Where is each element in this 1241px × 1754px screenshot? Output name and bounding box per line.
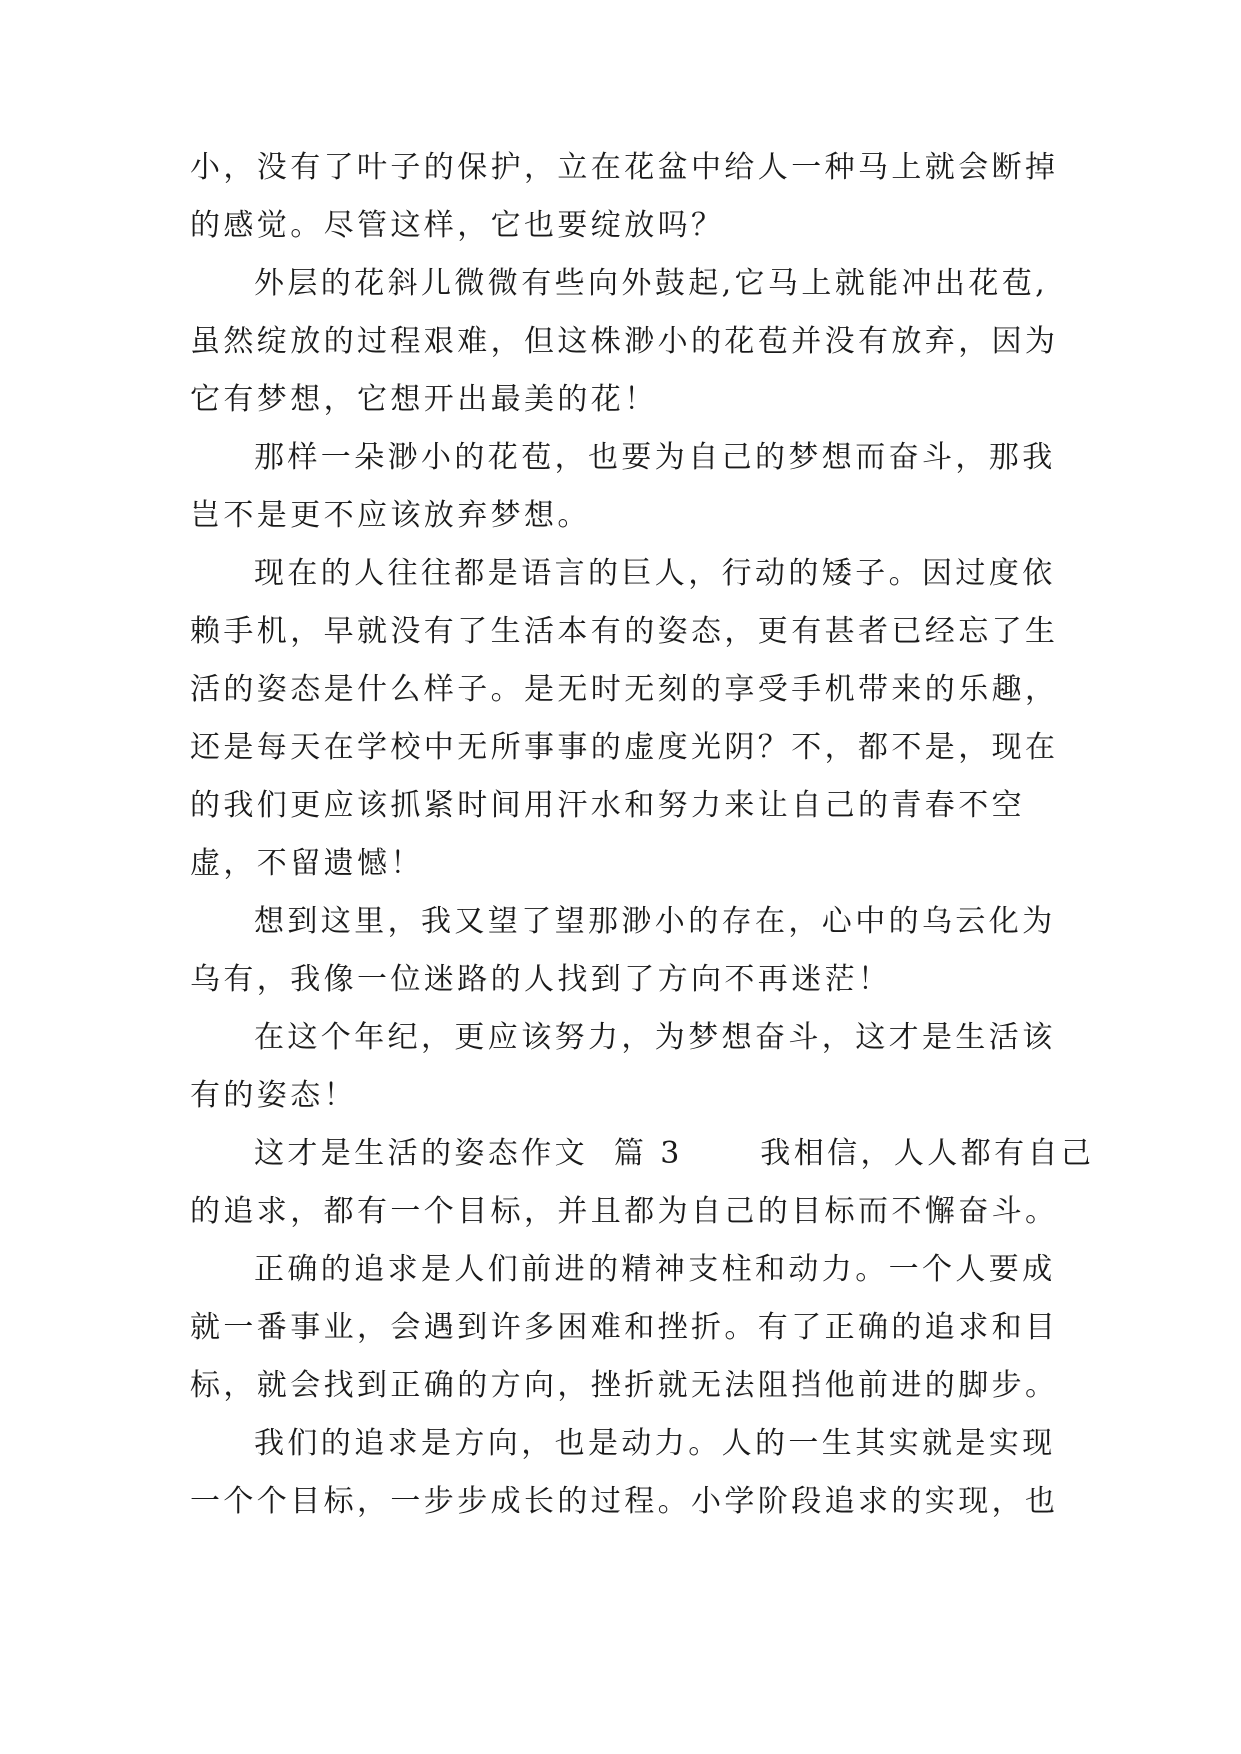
text-line: 标，就会找到正确的方向，挫折就无法阻挡他前进的脚步。 [190,1368,1059,1403]
text-line: 那样一朵渺小的花苞，也要为自己的梦想而奋斗，那我 [254,440,1056,475]
text-line: 它有梦想，它想开出最美的花！ [190,382,658,417]
text-line: 有的姿态！ [190,1078,357,1113]
text-line: 的感觉。尽管这样，它也要绽放吗？ [190,208,725,243]
text-line: 在这个年纪，更应该努力，为梦想奋斗，这才是生活该 [254,1020,1056,1055]
text-line: 一个个目标，一步步成长的过程。小学阶段追求的实现，也 [190,1484,1059,1519]
text-line: 乌有，我像一位迷路的人找到了方向不再迷茫！ [190,962,892,997]
text-line: 正确的追求是人们前进的精神支柱和动力。一个人要成 [254,1252,1056,1287]
text-line: 的我们更应该抓紧时间用汗水和努力来让自己的青春不空 [190,788,1025,823]
text-line: 想到这里，我又望了望那渺小的存在，心中的乌云化为 [254,904,1056,939]
text-line: 我们的追求是方向，也是动力。人的一生其实就是实现 [254,1426,1056,1461]
text-line: 岂不是更不应该放弃梦想。 [190,498,591,533]
text-line: 还是每天在学校中无所事事的虚度光阴？不，都不是，现在 [190,730,1059,765]
text-line: 虽然绽放的过程艰难，但这株渺小的花苞并没有放弃，因为 [190,324,1059,359]
text-line: 小，没有了叶子的保护，立在花盆中给人一种马上就会断掉 [190,150,1059,185]
text-line: 赖手机，早就没有了生活本有的姿态，更有甚者已经忘了生 [190,614,1059,649]
text-line: 活的姿态是什么样子。是无时无刻的享受手机带来的乐趣， [190,672,1059,707]
text-line-section-heading: 这才是生活的姿态作文 篇 3 我相信，人人都有自己 [254,1136,1095,1171]
text-line: 的追求，都有一个目标，并且都为自己的目标而不懈奋斗。 [190,1194,1059,1229]
text-line: 现在的人往往都是语言的巨人，行动的矮子。因过度依 [254,556,1056,591]
text-line: 虚，不留遗憾！ [190,846,424,881]
text-line: 就一番事业，会遇到许多困难和挫折。有了正确的追求和目 [190,1310,1059,1345]
text-line: 外层的花斜儿微微有些向外鼓起,它马上就能冲出花苞, [254,266,1049,301]
